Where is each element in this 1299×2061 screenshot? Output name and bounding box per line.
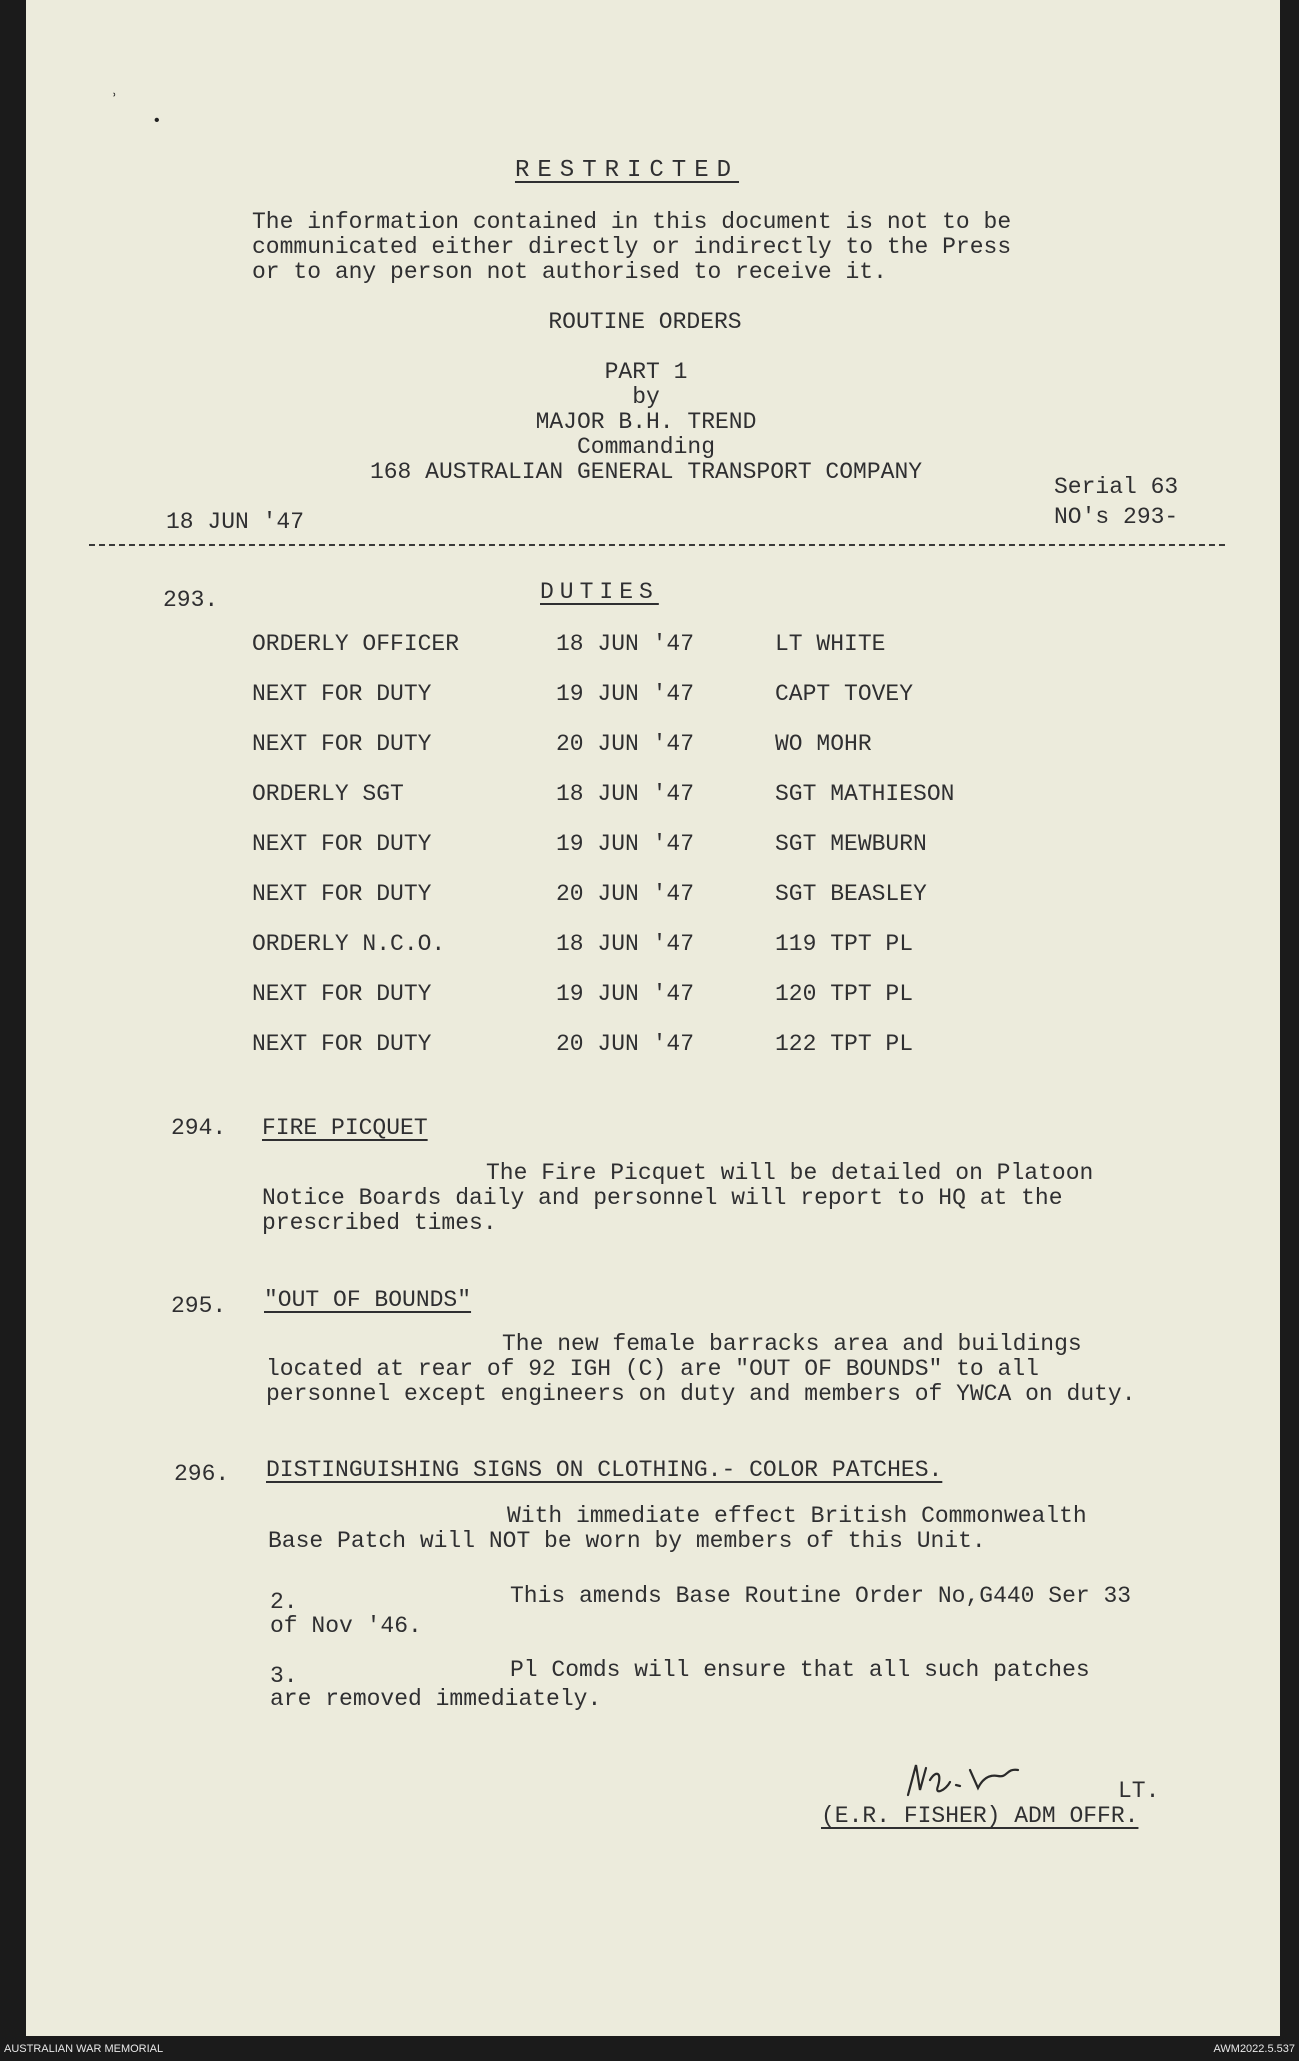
part-label: PART 1 xyxy=(604,359,688,385)
by-label: by xyxy=(632,384,660,410)
duty-name: SGT MEWBURN xyxy=(775,831,927,857)
duty-date: 18 JUN '47 xyxy=(556,781,695,807)
duty-role: NEXT FOR DUTY xyxy=(252,731,432,757)
signatory-rank: LT. xyxy=(1118,1778,1160,1804)
margin-dot: • xyxy=(152,112,162,130)
duty-role: NEXT FOR DUTY xyxy=(252,831,432,857)
order-296-p1-line-2: Base Patch will NOT be worn by members of this Unit. xyxy=(268,1528,986,1554)
duty-role: NEXT FOR DUTY xyxy=(252,1031,432,1057)
duty-role: NEXT FOR DUTY xyxy=(252,881,432,907)
duty-name: 119 TPT PL xyxy=(775,931,914,957)
order-295-heading: "OUT OF BOUNDS" xyxy=(264,1287,472,1313)
footer-left-text: AUSTRALIAN WAR MEMORIAL xyxy=(4,2043,164,2055)
document-page xyxy=(26,0,1280,2036)
footer-right-text: AWM2022.5.537 xyxy=(1213,2043,1295,2055)
duty-name: LT WHITE xyxy=(775,631,886,657)
order-296-p3-line-2: are removed immediately. xyxy=(270,1686,602,1712)
order-296-heading: DISTINGUISHING SIGNS ON CLOTHING.- COLOR PATCHES. xyxy=(266,1457,943,1483)
warning-line-3: or to any person not authorised to receive it. xyxy=(252,259,887,285)
duty-role: NEXT FOR DUTY xyxy=(252,981,432,1007)
duty-date: 18 JUN '47 xyxy=(556,931,695,957)
serial-number: Serial 63 xyxy=(1054,474,1179,500)
duty-role: ORDERLY OFFICER xyxy=(252,631,460,657)
warning-line-2: communicated either directly or indirectly to the Press xyxy=(252,234,1012,260)
duty-name: WO MOHR xyxy=(775,731,872,757)
duty-date: 18 JUN '47 xyxy=(556,631,695,657)
order-295-number: 295. xyxy=(171,1293,227,1319)
commanding-officer: MAJOR B.H. TREND xyxy=(535,409,757,435)
duty-name: SGT BEASLEY xyxy=(775,881,927,907)
duty-date: 20 JUN '47 xyxy=(556,881,695,907)
orders-date: 18 JUN '47 xyxy=(166,509,305,535)
duty-name: 122 TPT PL xyxy=(775,1031,914,1057)
duty-date: 19 JUN '47 xyxy=(556,681,695,707)
restricted-title: RESTRICTED xyxy=(514,157,740,184)
margin-mark: ʾ xyxy=(108,92,121,115)
commanding-label: Commanding xyxy=(576,434,716,460)
order-294-heading: FIRE PICQUET xyxy=(262,1115,428,1141)
unit-name: 168 AUSTRALIAN GENERAL TRANSPORT COMPANY xyxy=(369,459,923,485)
duty-role: NEXT FOR DUTY xyxy=(252,681,432,707)
order-294-line-2: Notice Boards daily and personnel will report to HQ at the xyxy=(262,1185,1063,1211)
order-296-p2-line-2: of Nov '46. xyxy=(270,1613,422,1639)
duty-name: 120 TPT PL xyxy=(775,981,914,1007)
duty-date: 19 JUN '47 xyxy=(556,981,695,1007)
order-296-p3-number: 3. xyxy=(270,1663,298,1689)
order-294-number: 294. xyxy=(171,1115,227,1141)
separator-line xyxy=(89,544,1225,546)
duty-name: SGT MATHIESON xyxy=(775,781,955,807)
order-296-number: 296. xyxy=(174,1461,230,1487)
duty-name: CAPT TOVEY xyxy=(775,681,914,707)
duties-heading: DUTIES xyxy=(540,579,659,605)
order-295-line-2: located at rear of 92 IGH (C) are "OUT OF BOUNDS" to all xyxy=(266,1356,1039,1382)
order-294-line-1: The Fire Picquet will be detailed on Platoon xyxy=(486,1160,1094,1186)
duty-date: 20 JUN '47 xyxy=(556,731,695,757)
duty-date: 19 JUN '47 xyxy=(556,831,695,857)
duty-role: ORDERLY SGT xyxy=(252,781,404,807)
footer-bar xyxy=(0,2036,1299,2061)
duty-role: ORDERLY N.C.O. xyxy=(252,931,446,957)
order-293-number: 293. xyxy=(163,587,219,613)
order-295-line-1: The new female barracks area and buildings xyxy=(502,1331,1082,1357)
order-294-line-3: prescribed times. xyxy=(262,1210,497,1236)
duty-date: 20 JUN '47 xyxy=(556,1031,695,1057)
order-numbers: NO's 293- xyxy=(1054,504,1179,530)
order-296-p1-line-1: With immediate effect British Commonwealth xyxy=(507,1503,1087,1529)
signatory-name: (E.R. FISHER) ADM OFFR. xyxy=(821,1803,1139,1829)
order-296-p2-number: 2. xyxy=(270,1589,298,1615)
warning-line-1: The information contained in this document is not to be xyxy=(252,209,1012,235)
routine-orders-title: ROUTINE ORDERS xyxy=(548,309,742,335)
order-296-p3-line-1: Pl Comds will ensure that all such patches xyxy=(510,1657,1090,1683)
order-295-line-3: personnel except engineers on duty and members of YWCA on duty. xyxy=(266,1381,1136,1407)
order-296-p2-line-1: This amends Base Routine Order No,G440 Ser 33 xyxy=(510,1583,1132,1609)
